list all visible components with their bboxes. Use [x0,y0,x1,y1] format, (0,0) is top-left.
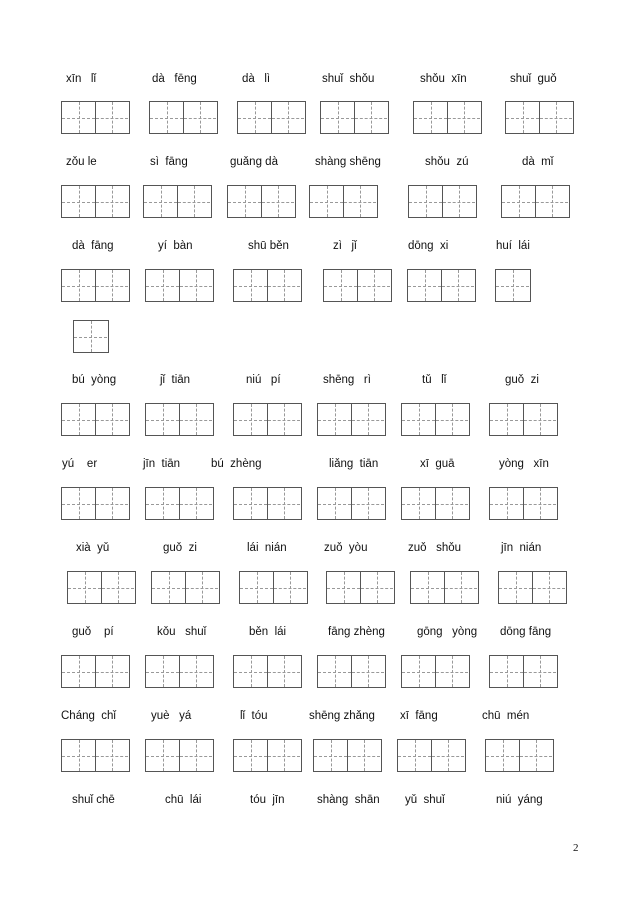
pinyin-prompt: jǐ tiān [160,374,191,386]
tianzige-cell[interactable] [240,572,273,603]
tianzige-cell[interactable] [431,740,464,771]
pinyin-prompt: zuǒ yòu [324,542,368,554]
tianzige-cell[interactable] [238,102,271,133]
tianzige-cell[interactable] [273,572,306,603]
tianzige-cell[interactable] [351,488,384,519]
writing-grid-box[interactable] [233,403,302,436]
tianzige-cell[interactable] [267,740,300,771]
tianzige-cell[interactable] [150,102,183,133]
tianzige-cell[interactable] [95,186,128,217]
pinyin-prompt: shuǐ shǒu [322,73,375,85]
pinyin-prompt: guǒ zi [505,374,539,386]
tianzige-cell[interactable] [267,270,300,301]
tianzige-cell[interactable] [442,186,475,217]
tianzige-cell[interactable] [490,404,523,435]
tianzige-cell[interactable] [95,656,128,687]
pinyin-prompt: guǒ pí [72,626,114,638]
pinyin-prompt: bú zhèng [211,458,262,470]
writing-grid-box[interactable] [413,101,482,134]
tianzige-cell[interactable] [62,186,95,217]
writing-grid-box[interactable] [227,185,296,218]
tianzige-cell[interactable] [62,488,95,519]
pinyin-prompt: tǔ lǐ [422,374,447,386]
pinyin-prompt: běn lái [249,626,287,638]
writing-grid-box[interactable] [498,571,567,604]
tianzige-cell[interactable] [228,186,261,217]
pinyin-prompt: shēng zhǎng [309,710,375,722]
tianzige-cell[interactable] [327,572,360,603]
tianzige-cell[interactable] [101,572,134,603]
pinyin-prompt: sì fāng [150,156,188,168]
tianzige-cell[interactable] [183,102,216,133]
tianzige-cell[interactable] [435,488,468,519]
writing-grid-box[interactable] [61,185,130,218]
tianzige-cell[interactable] [146,488,179,519]
tianzige-cell[interactable] [179,740,212,771]
writing-grid-box[interactable] [233,487,302,520]
writing-grid-box[interactable] [233,269,302,302]
writing-grid-box[interactable] [489,655,558,688]
tianzige-cell[interactable] [539,102,572,133]
writing-grid-box[interactable] [73,320,109,353]
pinyin-prompt: jīn nián [501,542,542,554]
tianzige-cell[interactable] [343,186,376,217]
tianzige-cell[interactable] [402,404,435,435]
writing-grid-box[interactable] [61,269,130,302]
writing-grid-box[interactable] [401,655,470,688]
tianzige-cell[interactable] [62,740,95,771]
tianzige-cell[interactable] [519,740,552,771]
writing-grid-box[interactable] [485,739,554,772]
writing-grid-box[interactable] [67,571,136,604]
pinyin-prompt: niú pí [246,374,281,386]
writing-grid-box[interactable] [239,571,308,604]
tianzige-cell[interactable] [95,404,128,435]
writing-grid-box[interactable] [397,739,466,772]
tianzige-cell[interactable] [360,572,393,603]
tianzige-cell[interactable] [411,572,444,603]
writing-grid-box[interactable] [489,403,558,436]
tianzige-cell[interactable] [267,488,300,519]
tianzige-cell[interactable] [347,740,380,771]
pinyin-prompt: guǒ zi [163,542,197,554]
tianzige-cell[interactable] [435,404,468,435]
tianzige-cell[interactable] [185,572,218,603]
writing-grid-box[interactable] [143,185,212,218]
pinyin-prompt: xī fāng [400,710,438,722]
pinyin-prompt: guǎng dà [230,156,278,168]
tianzige-cell[interactable] [441,270,474,301]
writing-grid-box[interactable] [61,739,130,772]
pinyin-prompt: yí bàn [158,240,193,252]
pinyin-prompt: lái nián [247,542,287,554]
writing-grid-box[interactable] [323,269,392,302]
tianzige-cell[interactable] [95,270,128,301]
writing-grid-box[interactable] [320,101,389,134]
pinyin-prompt: shàng shān [317,794,380,806]
pinyin-prompt: dà lì [242,73,271,85]
tianzige-cell[interactable] [314,740,347,771]
tianzige-cell[interactable] [146,404,179,435]
tianzige-cell[interactable] [444,572,477,603]
pinyin-prompt: huí lái [496,240,530,252]
writing-grid-box[interactable] [151,571,220,604]
tianzige-cell[interactable] [506,102,539,133]
pinyin-prompt: shǒu zú [425,156,469,168]
writing-grid-box[interactable] [145,739,214,772]
pinyin-prompt: shǒu xīn [420,73,467,85]
pinyin-prompt: dōng xi [408,240,449,252]
tianzige-cell[interactable] [74,321,107,352]
tianzige-cell[interactable] [402,488,435,519]
tianzige-cell[interactable] [523,404,556,435]
writing-grid-box[interactable] [233,655,302,688]
writing-grid-box[interactable] [61,403,130,436]
writing-grid-box[interactable] [401,487,470,520]
pinyin-prompt: lǐ tóu [240,710,268,722]
tianzige-cell[interactable] [523,488,556,519]
tianzige-cell[interactable] [496,270,529,301]
pinyin-prompt: xià yǔ [76,542,110,554]
tianzige-cell[interactable] [62,404,95,435]
pinyin-prompt: dà fēng [152,73,197,85]
tianzige-cell[interactable] [490,656,523,687]
writing-grid-box[interactable] [145,487,214,520]
tianzige-cell[interactable] [523,656,556,687]
writing-grid-box[interactable] [61,101,130,134]
writing-grid-box[interactable] [317,487,386,520]
writing-grid-box[interactable] [237,101,306,134]
pinyin-prompt: yòng xīn [499,458,549,470]
writing-grid-box[interactable] [407,269,476,302]
pinyin-prompt: kǒu shuǐ [157,626,207,638]
pinyin-prompt: yú er [62,458,98,470]
tianzige-cell[interactable] [62,656,95,687]
tianzige-cell[interactable] [535,186,568,217]
pinyin-prompt: chū lái [165,794,202,806]
pinyin-prompt: liǎng tiān [329,458,379,470]
tianzige-cell[interactable] [354,102,387,133]
pinyin-prompt: zǒu le [66,156,97,168]
pinyin-prompt: zuǒ shǒu [408,542,462,554]
tianzige-cell[interactable] [62,270,95,301]
tianzige-cell[interactable] [351,656,384,687]
pinyin-prompt: Cháng chǐ [61,710,116,722]
tianzige-cell[interactable] [408,270,441,301]
tianzige-cell[interactable] [146,270,179,301]
tianzige-cell[interactable] [177,186,210,217]
writing-grid-box[interactable] [326,571,395,604]
pinyin-prompt: yuè yá [151,710,192,722]
tianzige-cell[interactable] [234,488,267,519]
pinyin-prompt: niú yáng [496,794,543,806]
writing-grid-box[interactable] [401,403,470,436]
tianzige-cell[interactable] [409,186,442,217]
pinyin-prompt: gōng yòng [417,626,478,638]
tianzige-cell[interactable] [234,270,267,301]
pinyin-prompt: shuǐ chē [72,794,115,806]
tianzige-cell[interactable] [146,656,179,687]
tianzige-cell[interactable] [310,186,343,217]
tianzige-cell[interactable] [499,572,532,603]
writing-grid-box[interactable] [309,185,378,218]
pinyin-prompt: shuǐ guǒ [510,73,557,85]
tianzige-cell[interactable] [532,572,565,603]
tianzige-cell[interactable] [261,186,294,217]
tianzige-cell[interactable] [414,102,447,133]
writing-grid-box[interactable] [61,655,130,688]
tianzige-cell[interactable] [179,488,212,519]
tianzige-cell[interactable] [490,488,523,519]
tianzige-cell[interactable] [267,404,300,435]
tianzige-cell[interactable] [146,740,179,771]
tianzige-cell[interactable] [435,656,468,687]
pinyin-prompt: jīn tiān [143,458,181,470]
tianzige-cell[interactable] [95,488,128,519]
writing-grid-box[interactable] [501,185,570,218]
tianzige-cell[interactable] [179,270,212,301]
writing-grid-box[interactable] [233,739,302,772]
tianzige-cell[interactable] [398,740,431,771]
writing-grid-box[interactable] [145,269,214,302]
tianzige-cell[interactable] [179,404,212,435]
tianzige-cell[interactable] [95,740,128,771]
pinyin-prompt: shēng rì [323,374,371,386]
tianzige-cell[interactable] [62,102,95,133]
tianzige-cell[interactable] [95,102,128,133]
writing-grid-box[interactable] [317,655,386,688]
writing-grid-box[interactable] [145,655,214,688]
tianzige-cell[interactable] [321,102,354,133]
writing-grid-box[interactable] [489,487,558,520]
writing-grid-box[interactable] [495,269,531,302]
writing-grid-box[interactable] [408,185,477,218]
tianzige-cell[interactable] [486,740,519,771]
pinyin-prompt: xīn lǐ [66,73,97,85]
writing-grid-box[interactable] [317,403,386,436]
tianzige-cell[interactable] [234,740,267,771]
tianzige-cell[interactable] [402,656,435,687]
pinyin-prompt: dà mǐ [522,156,554,168]
pinyin-prompt: yǔ shuǐ [405,794,445,806]
tianzige-cell[interactable] [318,404,351,435]
tianzige-cell[interactable] [351,404,384,435]
tianzige-cell[interactable] [324,270,357,301]
writing-grid-box[interactable] [61,487,130,520]
tianzige-cell[interactable] [234,404,267,435]
tianzige-cell[interactable] [144,186,177,217]
writing-grid-box[interactable] [149,101,218,134]
pinyin-prompt: zì jǐ [333,240,357,252]
tianzige-cell[interactable] [179,656,212,687]
tianzige-cell[interactable] [271,102,304,133]
tianzige-cell[interactable] [447,102,480,133]
pinyin-prompt: dōng fāng [500,626,552,638]
tianzige-cell[interactable] [502,186,535,217]
pinyin-prompt: xī guā [420,458,455,470]
writing-grid-box[interactable] [313,739,382,772]
pinyin-prompt: bú yòng [72,374,117,386]
writing-grid-box[interactable] [145,403,214,436]
writing-grid-box[interactable] [410,571,479,604]
pinyin-prompt: tóu jīn [250,794,285,806]
page-number: 2 [573,842,579,854]
tianzige-cell[interactable] [357,270,390,301]
tianzige-cell[interactable] [267,656,300,687]
tianzige-cell[interactable] [318,656,351,687]
pinyin-prompt: dà fāng [72,240,114,252]
pinyin-prompt: fāng zhèng [328,626,385,638]
pinyin-prompt: chū mén [482,710,530,722]
tianzige-cell[interactable] [318,488,351,519]
pinyin-prompt: shū běn [248,240,289,252]
tianzige-cell[interactable] [234,656,267,687]
tianzige-cell[interactable] [68,572,101,603]
pinyin-prompt: shàng shēng [315,156,381,168]
writing-grid-box[interactable] [505,101,574,134]
tianzige-cell[interactable] [152,572,185,603]
